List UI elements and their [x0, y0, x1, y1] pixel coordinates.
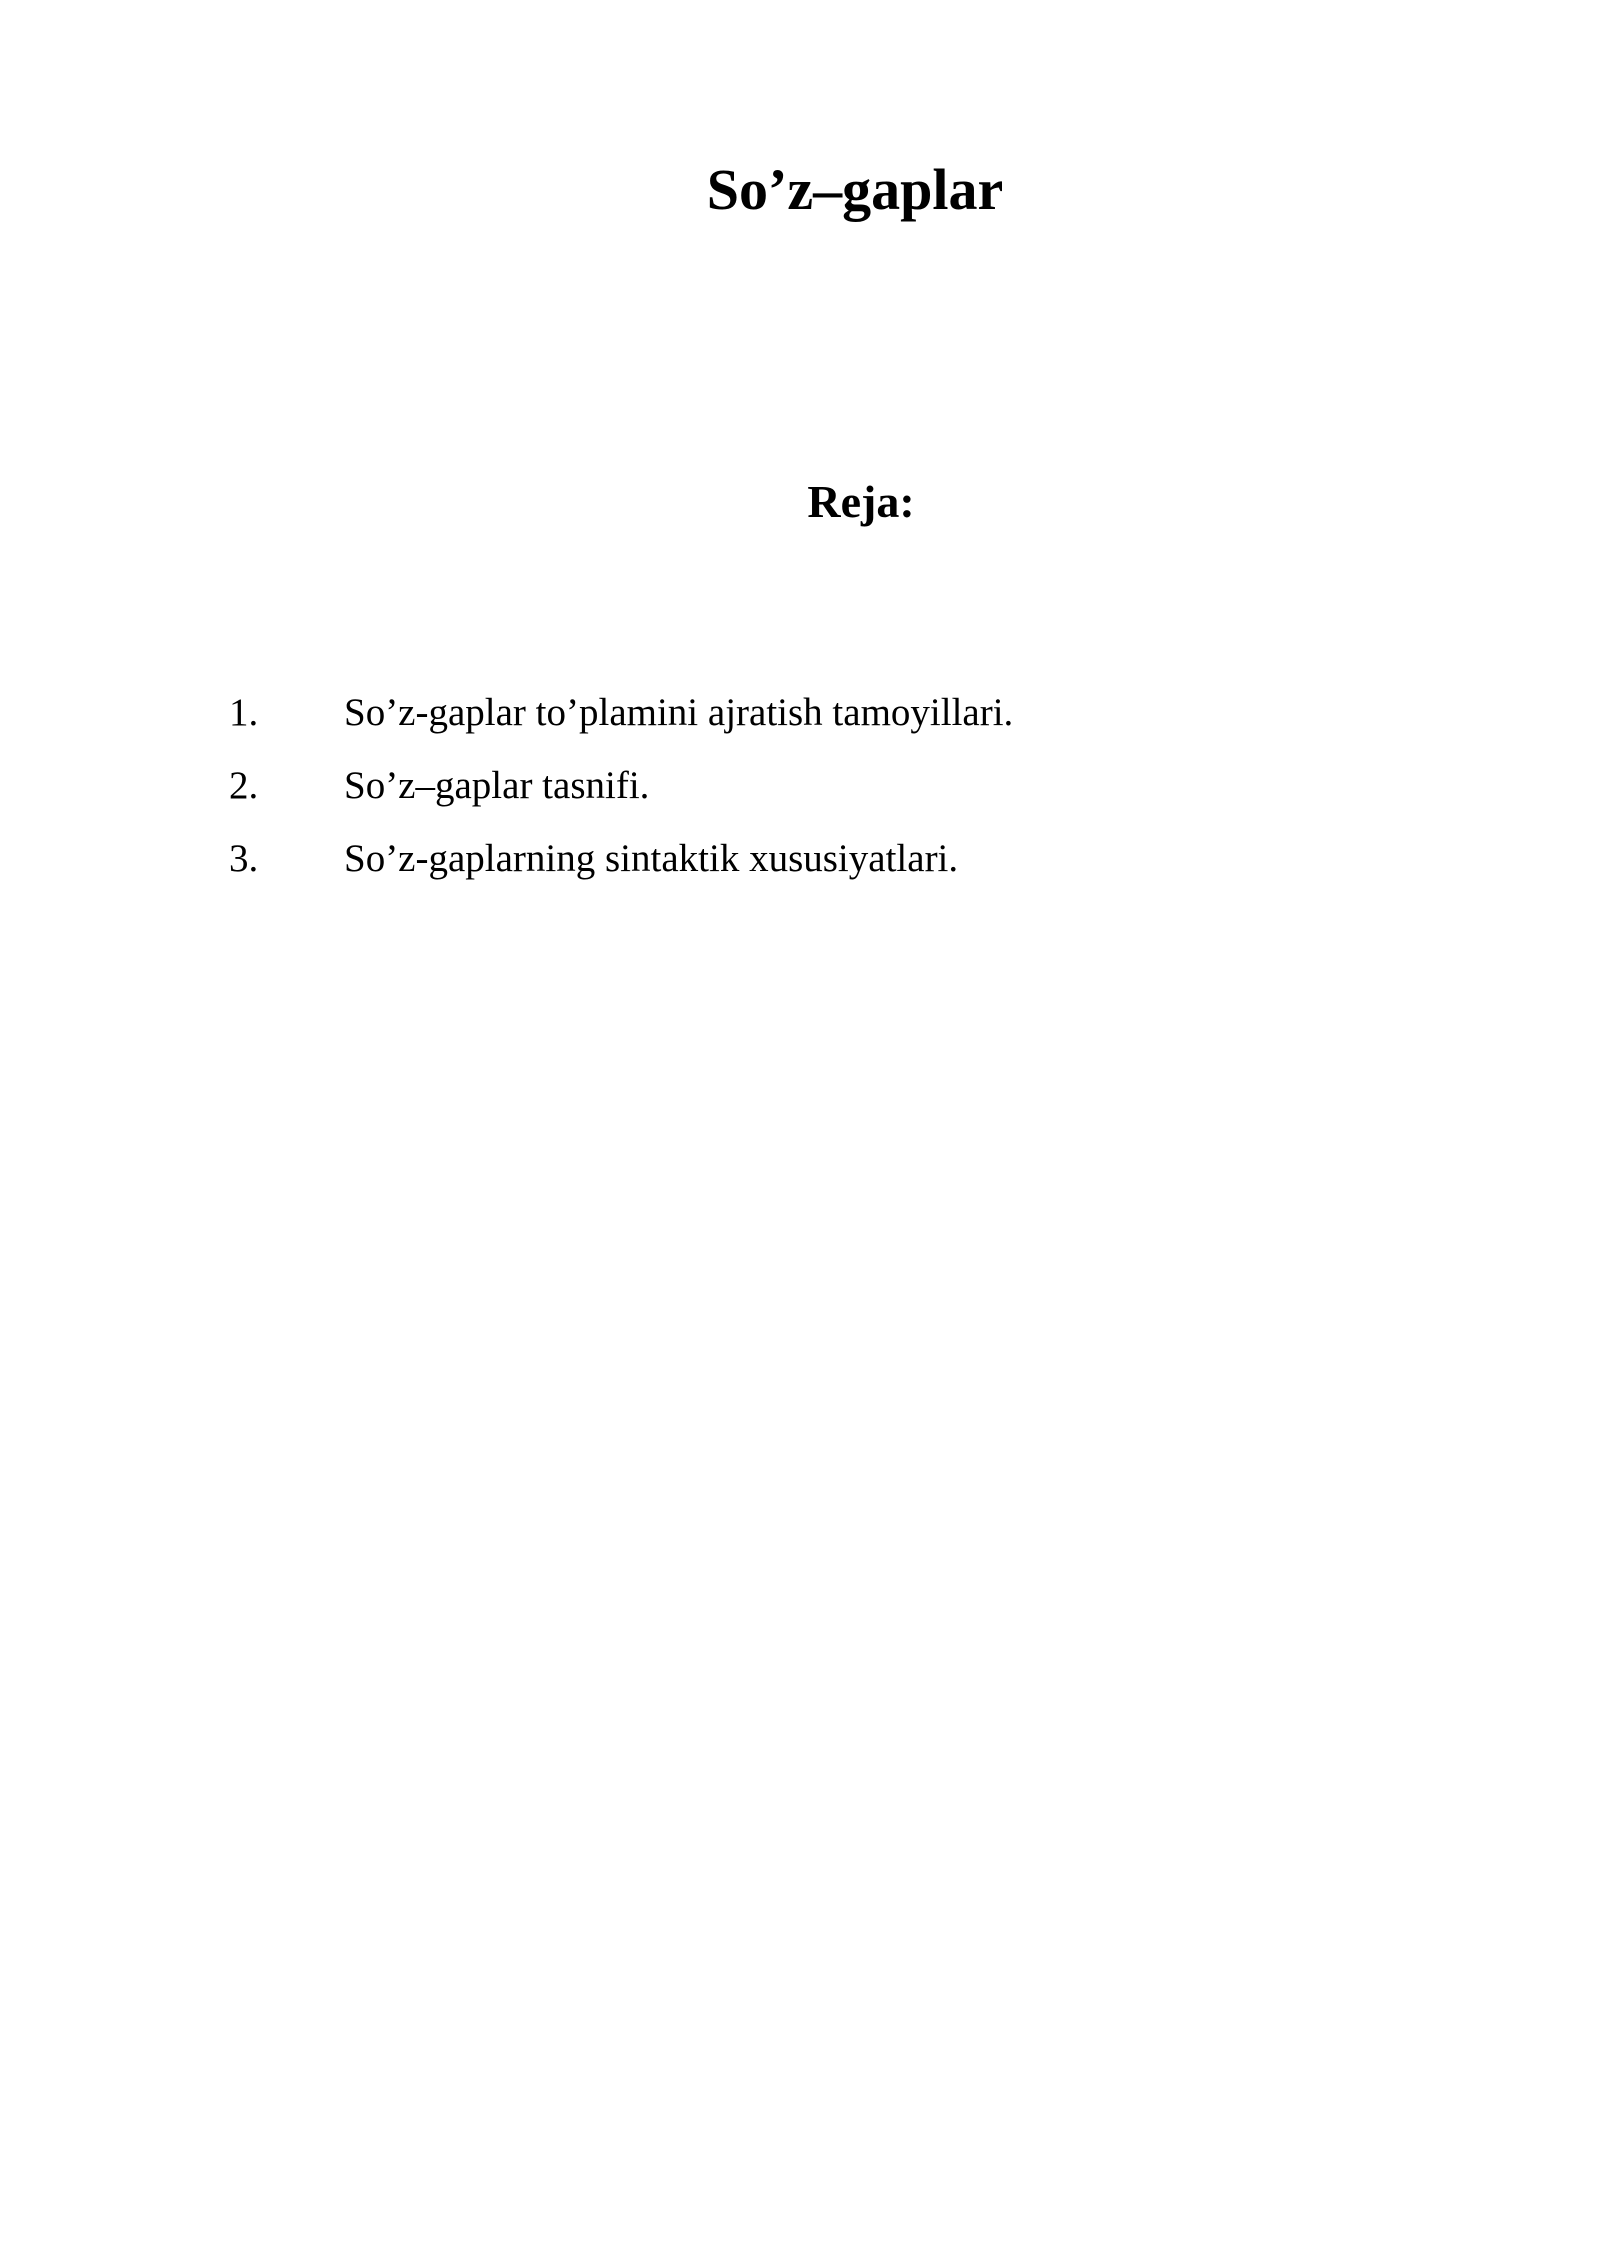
plan-item-number: 3. — [229, 837, 259, 880]
plan-heading: Reja: — [807, 476, 915, 527]
document-title: So’z–gaplar — [706, 157, 1004, 222]
plan-item-2 — [0, 756, 1200, 816]
plan-item-1 — [0, 683, 1200, 743]
plan-item-number: 1. — [229, 691, 259, 734]
plan-item-text: So’z-gaplarning sintaktik xususiyatlari. — [344, 837, 959, 880]
plan-item-3 — [0, 829, 1200, 889]
plan-item-number: 2. — [229, 764, 259, 807]
plan-item-text: So’z-gaplar to’plamini ajratish tamoyillari. — [344, 691, 1014, 734]
plan-item-text: So’z–gaplar tasnifi. — [344, 764, 650, 807]
